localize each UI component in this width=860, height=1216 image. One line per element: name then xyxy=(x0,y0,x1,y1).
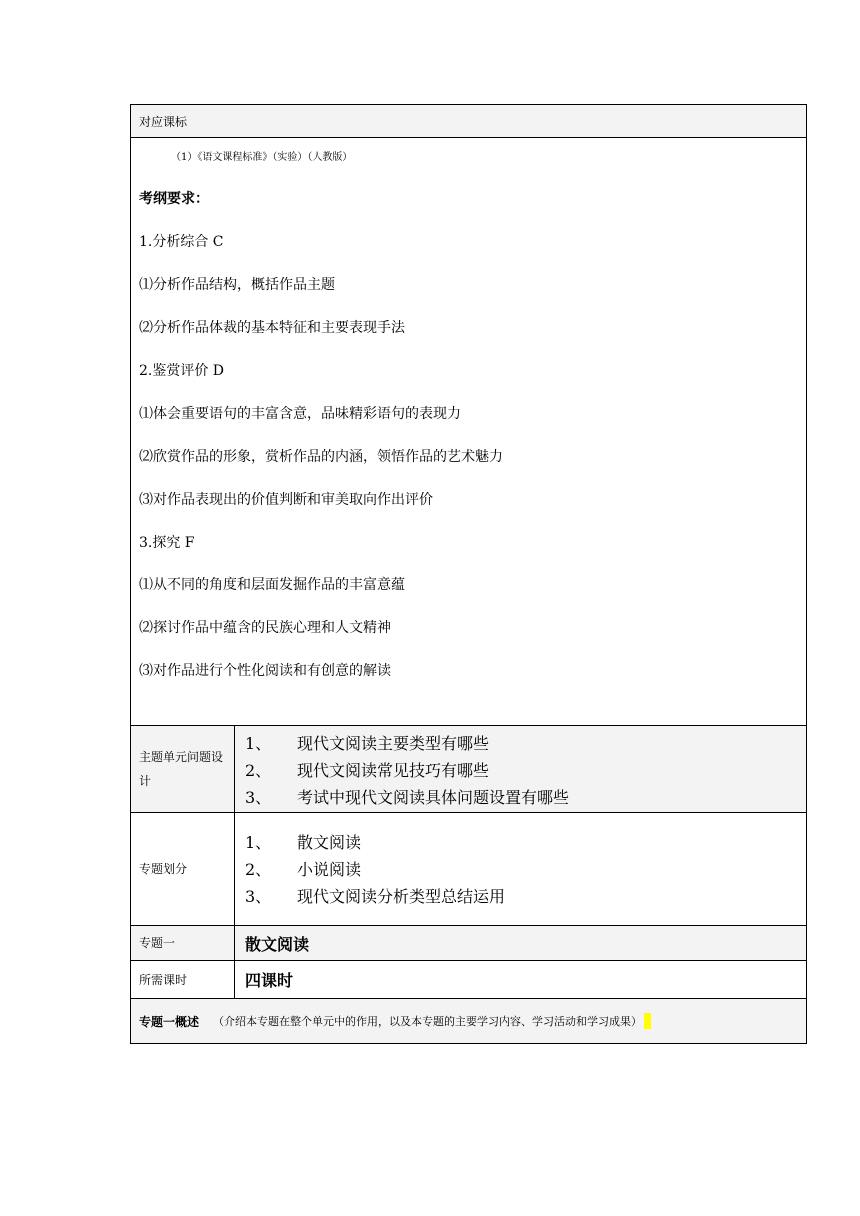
topic-one-row xyxy=(131,925,806,960)
requirement-line: ⑵探讨作品中蕴含的民族心理和人文精神 xyxy=(139,620,391,636)
list-number: 3、 xyxy=(245,887,272,906)
requirement-line: ⑶对作品表现出的价值判断和审美取向作出评价 xyxy=(139,492,433,508)
list-number: 2、 xyxy=(245,761,272,780)
hours-row xyxy=(131,960,806,998)
list-number: 3、 xyxy=(245,788,272,807)
requirement-line: ⑴分析作品结构，概括作品主题 xyxy=(139,277,335,293)
list-item xyxy=(245,883,796,910)
topic-one-value: 散文阅读 xyxy=(245,934,310,954)
list-text: 现代文阅读分析类型总结运用 xyxy=(297,887,506,906)
requirement-line: ⑵分析作品体裁的基本特征和主要表现手法 xyxy=(139,320,405,336)
requirement-line: 2.鉴赏评价 D xyxy=(139,363,225,379)
list-number: 1、 xyxy=(245,833,272,852)
lesson-plan-table xyxy=(130,104,807,1044)
list-text: 小说阅读 xyxy=(297,860,362,879)
requirement-line: ⑴体会重要语句的丰富含意，品味精彩语句的表现力 xyxy=(139,406,461,422)
requirement-line: ⑴从不同的角度和层面发掘作品的丰富意蕴 xyxy=(139,577,405,593)
list-item xyxy=(245,784,796,811)
topic-division-row xyxy=(131,812,806,925)
list-text: 现代文阅读常见技巧有哪些 xyxy=(297,761,490,780)
overview-note: （介绍本专题在整个单元中的作用，以及本专题的主要学习内容、学习活动和学习成果） xyxy=(213,1015,643,1028)
list-item xyxy=(245,856,796,883)
list-number: 2、 xyxy=(245,860,272,879)
standards-header-cell xyxy=(131,105,806,137)
unit-questions-row xyxy=(131,725,806,812)
requirement-line: ⑵欣赏作品的形象，赏析作品的内涵，领悟作品的艺术魅力 xyxy=(139,449,503,465)
list-number: 1、 xyxy=(245,734,272,753)
topic-one-value-cell xyxy=(235,926,806,960)
topic-division-label: 专题划分 xyxy=(131,813,235,925)
text-cursor-highlight xyxy=(644,1013,651,1029)
exam-requirements-title: 考纲要求： xyxy=(139,191,209,207)
requirement-line: ⑶对作品进行个性化阅读和有创意的解读 xyxy=(139,663,391,679)
hours-label: 所需课时 xyxy=(131,961,235,998)
topic-one-label: 专题一 xyxy=(131,926,235,960)
list-item xyxy=(245,757,796,784)
list-item xyxy=(245,829,796,856)
topic-division-list xyxy=(235,813,806,925)
hours-value-cell xyxy=(235,961,806,998)
standards-content-cell xyxy=(131,137,806,725)
standards-note: （1）《语文课程标准》（实验）（人教版） xyxy=(171,152,353,163)
requirement-line: 1.分析综合 C xyxy=(139,234,224,250)
requirement-line: 3.探究 F xyxy=(139,535,195,551)
overview-row xyxy=(131,998,806,1043)
hours-value: 四课时 xyxy=(245,971,294,990)
list-text: 现代文阅读主要类型有哪些 xyxy=(297,734,490,753)
unit-questions-list xyxy=(235,726,806,812)
list-text: 散文阅读 xyxy=(297,833,362,852)
list-item xyxy=(245,730,796,757)
unit-questions-label: 主题单元问题设计 xyxy=(131,726,235,812)
list-text: 考试中现代文阅读具体问题设置有哪些 xyxy=(297,788,570,807)
overview-label: 专题一概述 xyxy=(139,1014,200,1029)
standards-header: 对应课标 xyxy=(139,114,188,129)
